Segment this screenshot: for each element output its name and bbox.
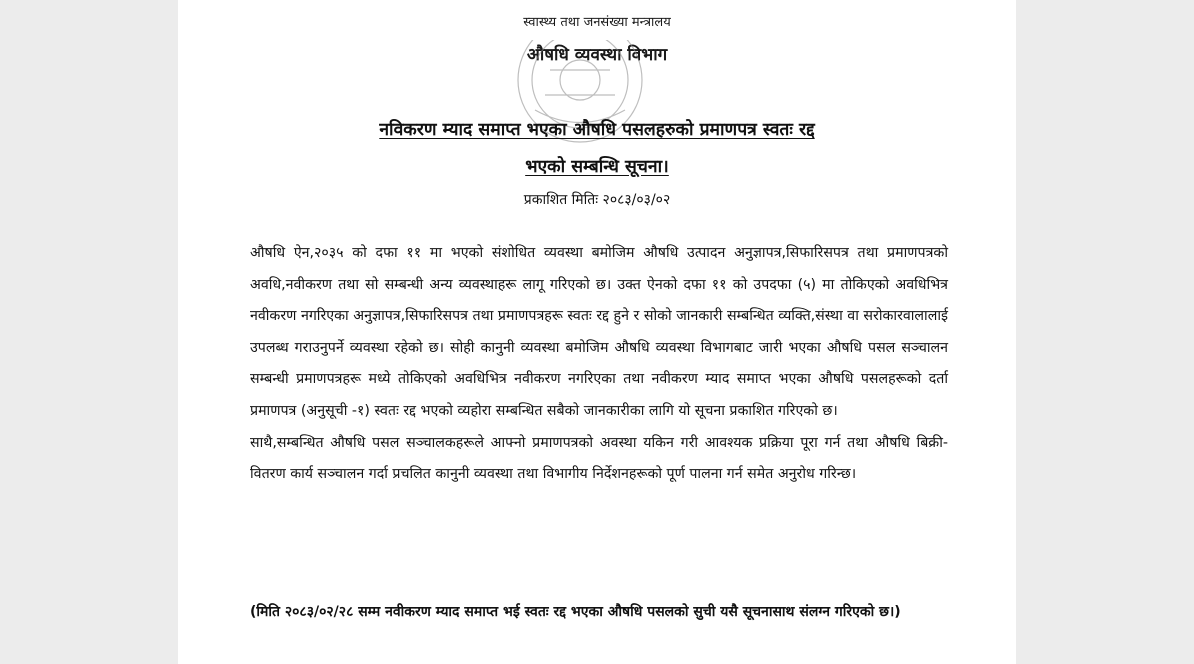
notice-title-line2: भएको सम्बन्धि सूचना। — [525, 157, 669, 177]
published-date: प्रकाशित मितिः २०८३/०३/०२ — [523, 192, 671, 208]
notice-paragraph-2: साथै,सम्बन्धित औषधि पसल सञ्चालकहरूले आफ्नो प्रमाणपत्रको अवस्था यकिन गरी आवश्यक प्रक्रिया पूरा गर्न तथा औषधि बिक्री-वितरण कार्य सञ्चालन गर्दा प्रचलित कानुनी व्यवस्था तथा विभागीय निर्देशनहरूको पूर्ण पालना गर्न समेत अनुरोध गरिन्छ। — [250, 434, 948, 483]
ministry-name: स्वास्थ्य तथा जनसंख्या मन्त्रालय — [523, 15, 671, 30]
notice-paragraph-1: औषधि ऐन,२०३५ को दफा ११ मा भएको संशोधित व्यवस्था बमोजिम औषधि उत्पादन अनुज्ञापत्र,सिफारिसपत्र तथा प्रमाणपत्रको अवधि,नवीकरण तथा सो सम्बन्धी अन्य व्यवस्थाहरू लागू गरिएको छ। उक्त ऐनको दफा ११ को उपदफा (५) मा तोकिएको अवधिभित्र नवीकरण नगरिएका अनुज्ञापत्र,सिफारिसपत्र तथा प्रमाणपत्रहरू स्वतः रद्द हुने र सोको जानकारी सम्बन्धित व्यक्ति,संस्था वा सरोकारवालालाई उपलब्ध गराउनुपर्ने व्यवस्था रहेको छ। सोही कानुनी व्यवस्था बमोजिम औषधि व्यवस्था विभागबाट जारी भएका औषधि पसल सञ्चालन सम्बन्धी प्रमाणपत्रहरू मध्ये तोकिएको अवधिभित्र नवीकरण नगरिएका तथा नवीकरण म्याद समाप्त भएका औषधि पसलहरूको दर्ता प्रमाणपत्र (अनुसूची -१) स्वतः रद्द भएको व्यहोरा सम्बन्धित सबैको जानकारीका लागि यो सूचना प्रकाशित गरिएको छ। — [250, 245, 948, 419]
department-name: औषधि व्यवस्था विभाग — [526, 45, 668, 65]
notice-body — [250, 238, 948, 491]
attachment-footnote: (मिति २०८३/०२/२८ सम्म नवीकरण म्याद समाप्त भई स्वतः रद्द भएका औषधि पसलको सुची यसै सूचनासाथ संलग्न गरिएको छ।) — [250, 604, 901, 620]
notice-title-line1: नविकरण म्याद समाप्त भएका औषधि पसलहरुको प्रमाणपत्र स्वतः रद्द — [379, 120, 815, 140]
